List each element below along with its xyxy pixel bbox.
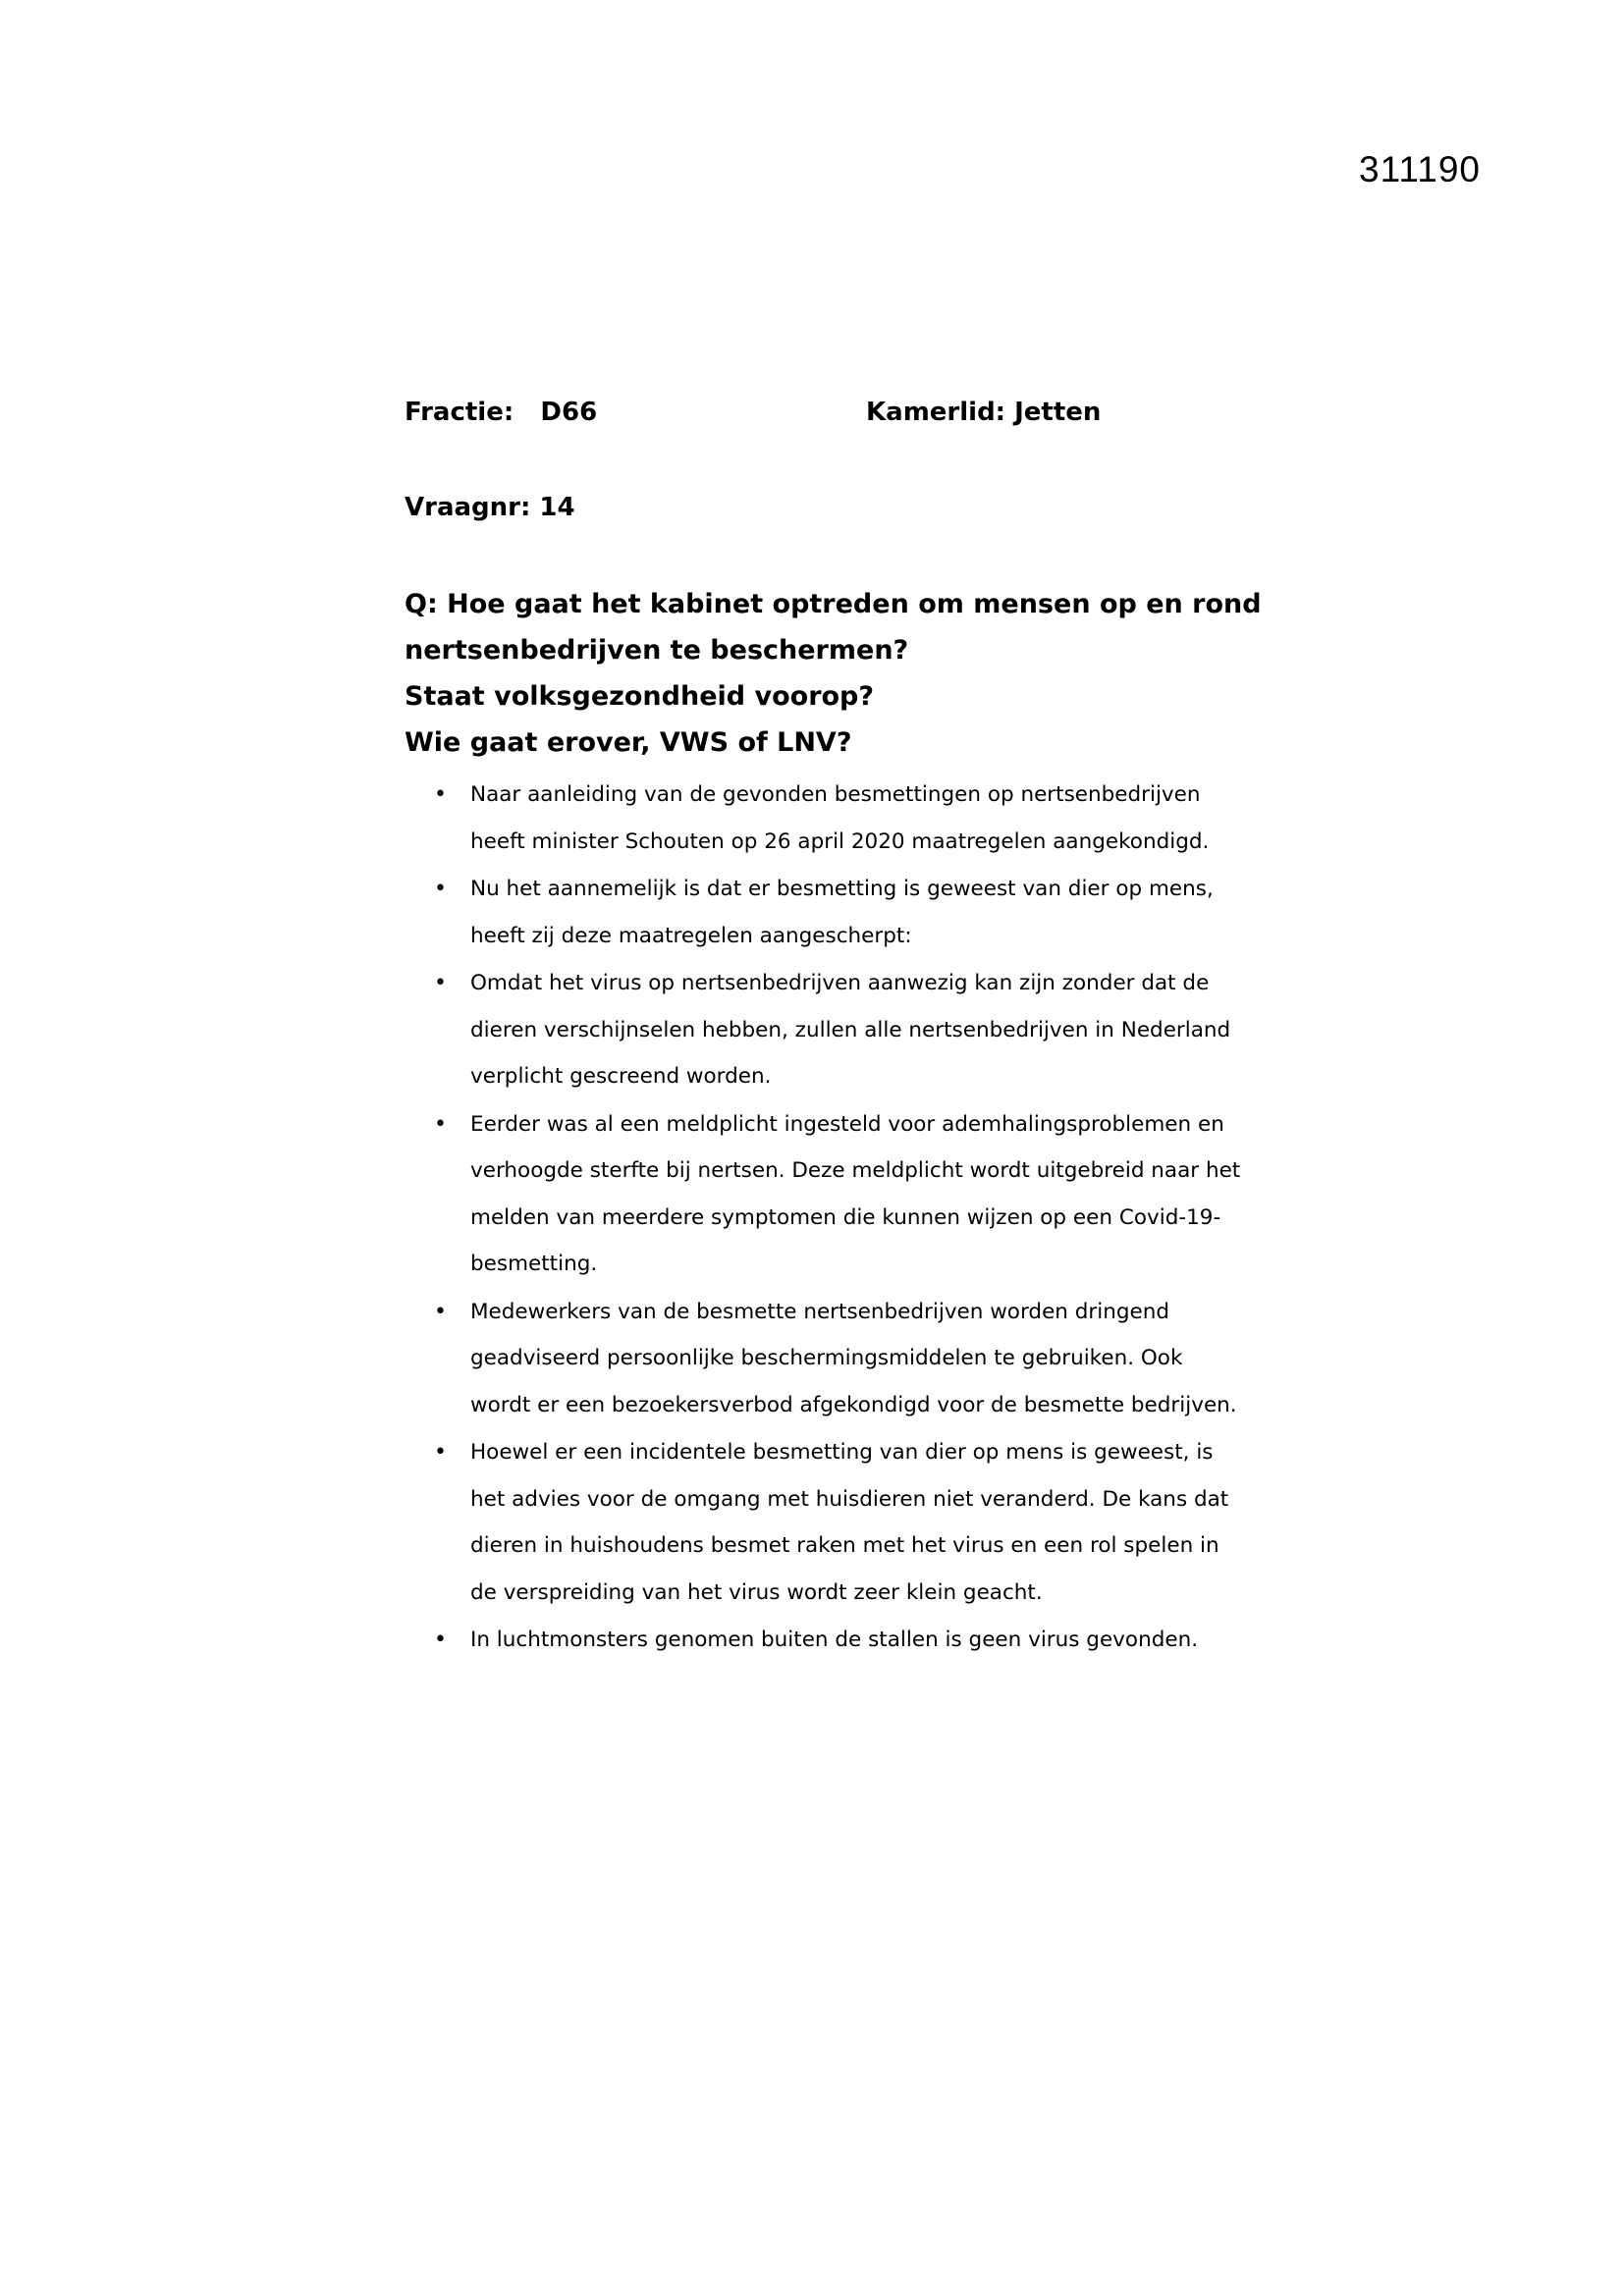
answer-line: Naar aanleiding van de gevonden besmettingen op nertsenbedrijven: [470, 782, 1201, 807]
question-line: Q: Hoe gaat het kabinet optreden om mensen op en rond: [405, 589, 1262, 619]
answer-item: [405, 1289, 1269, 1429]
answer-line: Medewerkers van de besmette nertsenbedrijven worden dringend: [470, 1299, 1169, 1324]
answer-line: wordt er een bezoekersverbod afgekondigd voor de besmette bedrijven.: [470, 1392, 1237, 1417]
answer-line: verhoogde sterfte bij nertsen. Deze meldplicht wordt uitgebreid naar het: [470, 1158, 1241, 1183]
answer-item: [405, 1101, 1269, 1288]
question-line: Wie gaat erover, VWS of LNV?: [405, 727, 852, 758]
bullet-icon: •: [434, 877, 447, 901]
question-number: Vraagnr: 14: [405, 493, 575, 522]
question-line: Staat volksgezondheid voorop?: [405, 681, 875, 712]
answer-line: dieren in huishoudens besmet raken met het virus en een rol spelen in: [470, 1533, 1219, 1558]
answer-line: melden van meerdere symptomen die kunnen wijzen op een Covid-19-: [470, 1204, 1221, 1230]
answer-line: de verspreiding van het virus wordt zeer klein geacht.: [470, 1579, 1043, 1605]
answer-line: verplicht gescreend worden.: [470, 1064, 772, 1089]
bullet-icon: •: [434, 782, 447, 807]
answer-line: In luchtmonsters genomen buiten de stallen is geen virus gevonden.: [470, 1628, 1199, 1652]
fractie-label: Fractie: D66: [405, 398, 598, 427]
answer-line: Hoewel er een incidentele besmetting van dier op mens is geweest, is: [470, 1440, 1214, 1465]
bullet-icon: •: [434, 1628, 447, 1652]
answer-item: [405, 1617, 1269, 1664]
answer-line: heeft zij deze maatregelen aangescherpt:: [470, 923, 912, 948]
answer-line: dieren verschijnselen hebben, zullen alle nertsenbedrijven in Nederland: [470, 1017, 1231, 1042]
bullet-icon: •: [434, 1111, 447, 1137]
answer-list: [405, 772, 1269, 1665]
bullet-icon: •: [434, 971, 447, 995]
answer-item: [405, 1429, 1269, 1616]
bullet-icon: •: [434, 1299, 447, 1324]
answer-item: [405, 866, 1269, 959]
answer-line: Omdat het virus op nertsenbedrijven aanwezig kan zijn zonder dat de: [470, 971, 1210, 995]
kamerlid-label: Kamerlid: Jetten: [866, 398, 1102, 427]
answer-line: het advies voor de omgang met huisdieren niet veranderd. De kans dat: [470, 1486, 1229, 1512]
answer-line: geadviseerd persoonlijke beschermingsmiddelen te gebruiken. Ook: [470, 1346, 1183, 1370]
answer-line: heeft minister Schouten op 26 april 2020 maatregelen aangekondigd.: [470, 828, 1210, 854]
document-number: 311190: [1359, 149, 1481, 189]
bullet-icon: •: [434, 1440, 447, 1465]
answer-line: Eerder was al een meldplicht ingesteld voor ademhalingsproblemen en: [470, 1111, 1224, 1137]
question-line: nertsenbedrijven te beschermen?: [405, 635, 909, 666]
question-block: [405, 581, 1288, 766]
answer-item: [405, 960, 1269, 1100]
answer-item: [405, 772, 1269, 865]
answer-line: Nu het aannemelijk is dat er besmetting is geweest van dier op mens,: [470, 877, 1214, 901]
header-row: [405, 398, 1229, 437]
answer-line: besmetting.: [470, 1252, 598, 1276]
